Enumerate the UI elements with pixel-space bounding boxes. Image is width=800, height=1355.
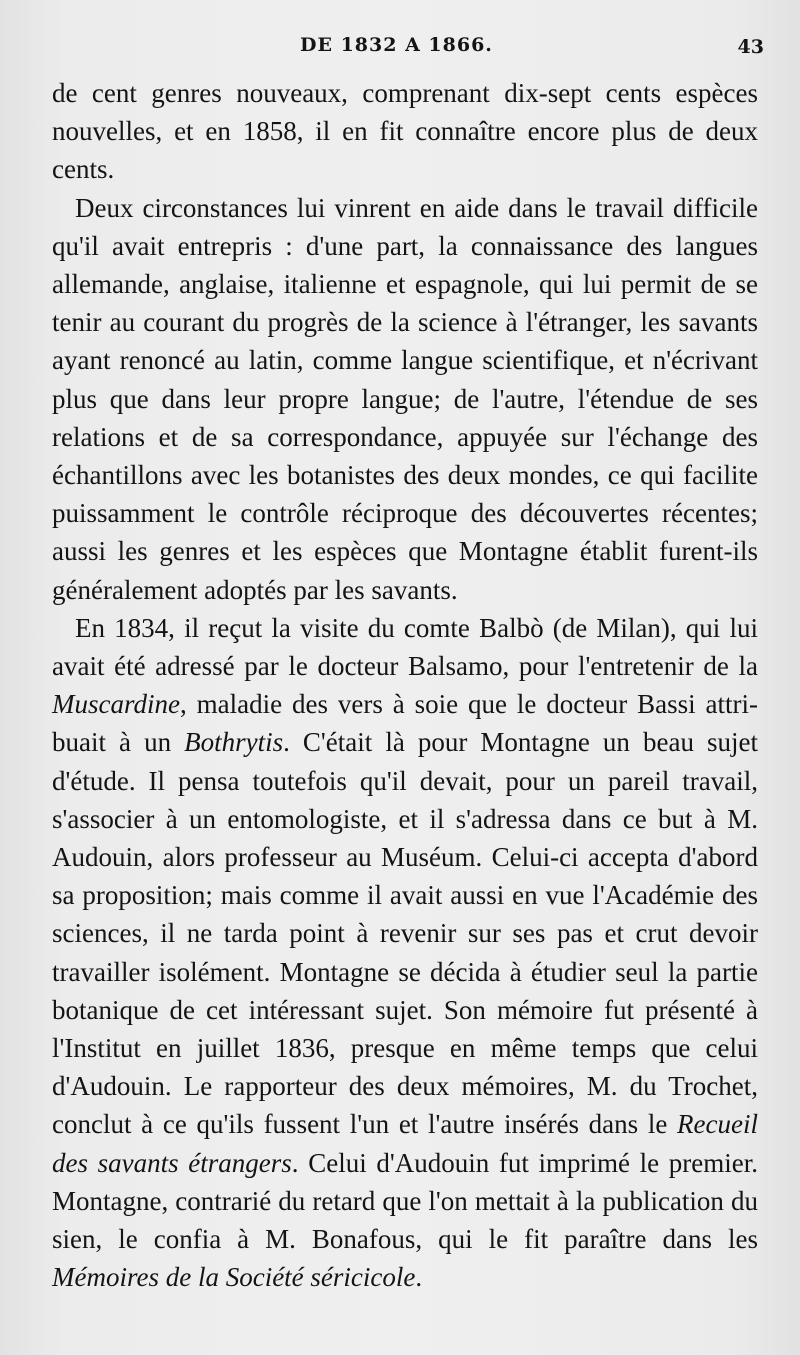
text-run: En 1834, il reçut la visite du comte Balbò (de Milan), qui lui avait été adressé par le docteur Balsamo, pour l'entretenir de la	[52, 612, 758, 682]
paragraph	[52, 74, 758, 189]
text-run: . Celui d'Audouin fut imprimé le premier. Montagne, contrarié du retard que l'on mettait à la publication du sien, le confia à M. Bonafous, qui le fit paraître dans les	[52, 1147, 758, 1255]
paragraph	[52, 609, 758, 1297]
page-number: 43	[737, 36, 764, 58]
italic-title: Bothrytis	[184, 727, 284, 758]
page-header	[0, 32, 800, 62]
running-title: DE 1832 A 1866.	[300, 34, 493, 56]
italic-title: Recueil des savants étrangers	[52, 1109, 758, 1178]
italic-title: Muscardine	[52, 689, 180, 720]
paragraph	[52, 189, 758, 609]
italic-title: Mémoires de la Société séricicole	[52, 1262, 416, 1293]
text-run: Deux circonstances lui vinrent en aide dans le travail difficile qu'il avait entrepris : d'une part, la connaissance des langues allemande, anglaise, italienne et espagnole, qui lui permit de se tenir au courant du progrès de la science à l'étranger, les savants ayant renoncé au latin, comme langue scientifique, et n'écrivant plus que dans leur propre langue; de l'autre, l'étendue de ses relations et de sa correspondance, appuyée sur l'échange des échantillons avec les botanistes des deux mondes, ce qui facilite puissamment le contrôle réciproque des découvertes récentes; aussi les genres et les espèces que Montagne établit furent-ils généralement adoptés par les savants.	[52, 192, 758, 605]
text-run: , maladie des vers à soie que le docteur Bassi attribuait à un	[52, 689, 758, 758]
text-run: . C'était là pour Montagne un beau sujet d'étude. Il pensa toutefois qu'il devait, pour un pareil travail, s'associer à un entomologiste, et il s'adressa dans ce but à M. Audouin, alors professeur au Muséum. Celui-ci accepta d'abord sa proposition; mais comme il avait aussi en vue l'Académie des sciences, il ne tarda point à revenir sur ses pas et crut devoir travailler isolément. Montagne se décida à étudier seul la partie botanique de cet intéressant sujet. Son mémoire fut présenté à l'Institut en juillet 1836, presque en même temps que celui d'Audouin. Le rapporteur des deux mémoires, M. du Trochet, conclut à ce qu'ils fussent l'un et l'autre insérés dans le	[52, 727, 758, 1140]
text-run: de cent genres nouveaux, comprenant dix-sept cents espèces nouvelles, et en 1858, il en fit connaître encore plus de deux cents.	[52, 78, 758, 185]
text-run: .	[415, 1262, 423, 1293]
body-text	[52, 74, 758, 1297]
